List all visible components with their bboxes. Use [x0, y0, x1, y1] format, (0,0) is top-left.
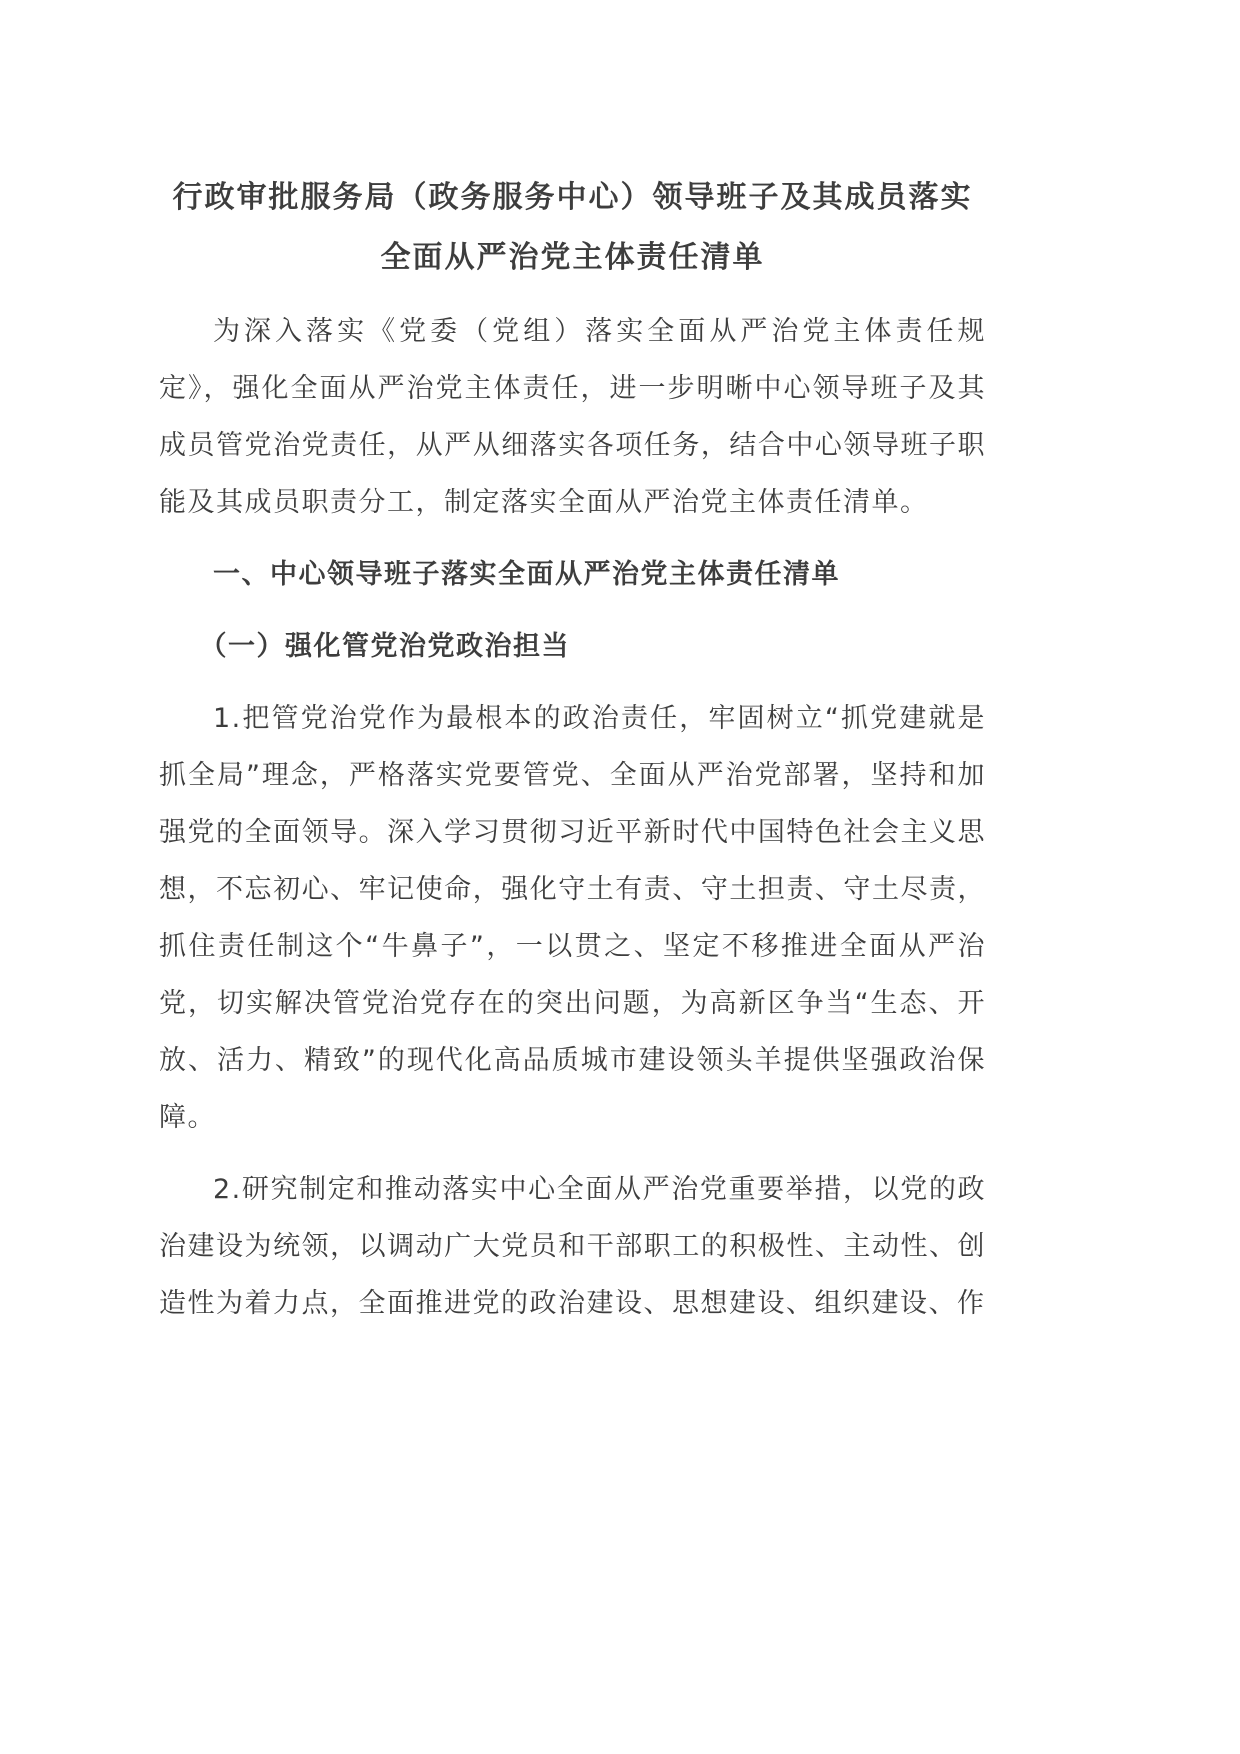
- item-1-paragraph: 1.把管党治党作为最根本的政治责任，牢固树立“抓党建就是抓全局”理念，严格落实党要管党、全面从严治党部署，坚持和加强党的全面领导。深入学习贯彻习近平新时代中国特色社会主义思想，不忘初心、牢记使命，强化守土有责、守土担责、守土尽责，抓住责任制这个“牛鼻子”，一以贯之、坚定不移推进全面从严治党，切实解决管党治党存在的突出问题，为高新区争当“生态、开放、活力、精致”的现代化高品质城市建设领头羊提供坚强政治保障。: [159, 703, 986, 1133]
- intro-paragraph: 为深入落实《党委（党组）落实全面从严治党主体责任规定》，强化全面从严治党主体责任，进一步明晰中心领导班子及其成员管党治党责任，从严从细落实各项任务，结合中心领导班子职能及其成员职责分工，制定落实全面从严治党主体责任清单。: [159, 316, 986, 518]
- subsection-1-heading: （一）强化管党治党政治担当: [199, 631, 570, 662]
- section-1-heading: 一、中心领导班子落实全面从严治党主体责任清单: [213, 559, 840, 590]
- item-2-paragraph: 2.研究制定和推动落实中心全面从严治党重要举措，以党的政治建设为统领，以调动广大党员和干部职工的积极性、主动性、创造性为着力点，全面推进党的政治建设、思想建设、组织建设、作: [159, 1174, 986, 1319]
- document-body: [159, 168, 986, 1347]
- document-title: 行政审批服务局（政务服务中心）领导班子及其成员落实全面从严治党主体责任清单: [172, 180, 973, 275]
